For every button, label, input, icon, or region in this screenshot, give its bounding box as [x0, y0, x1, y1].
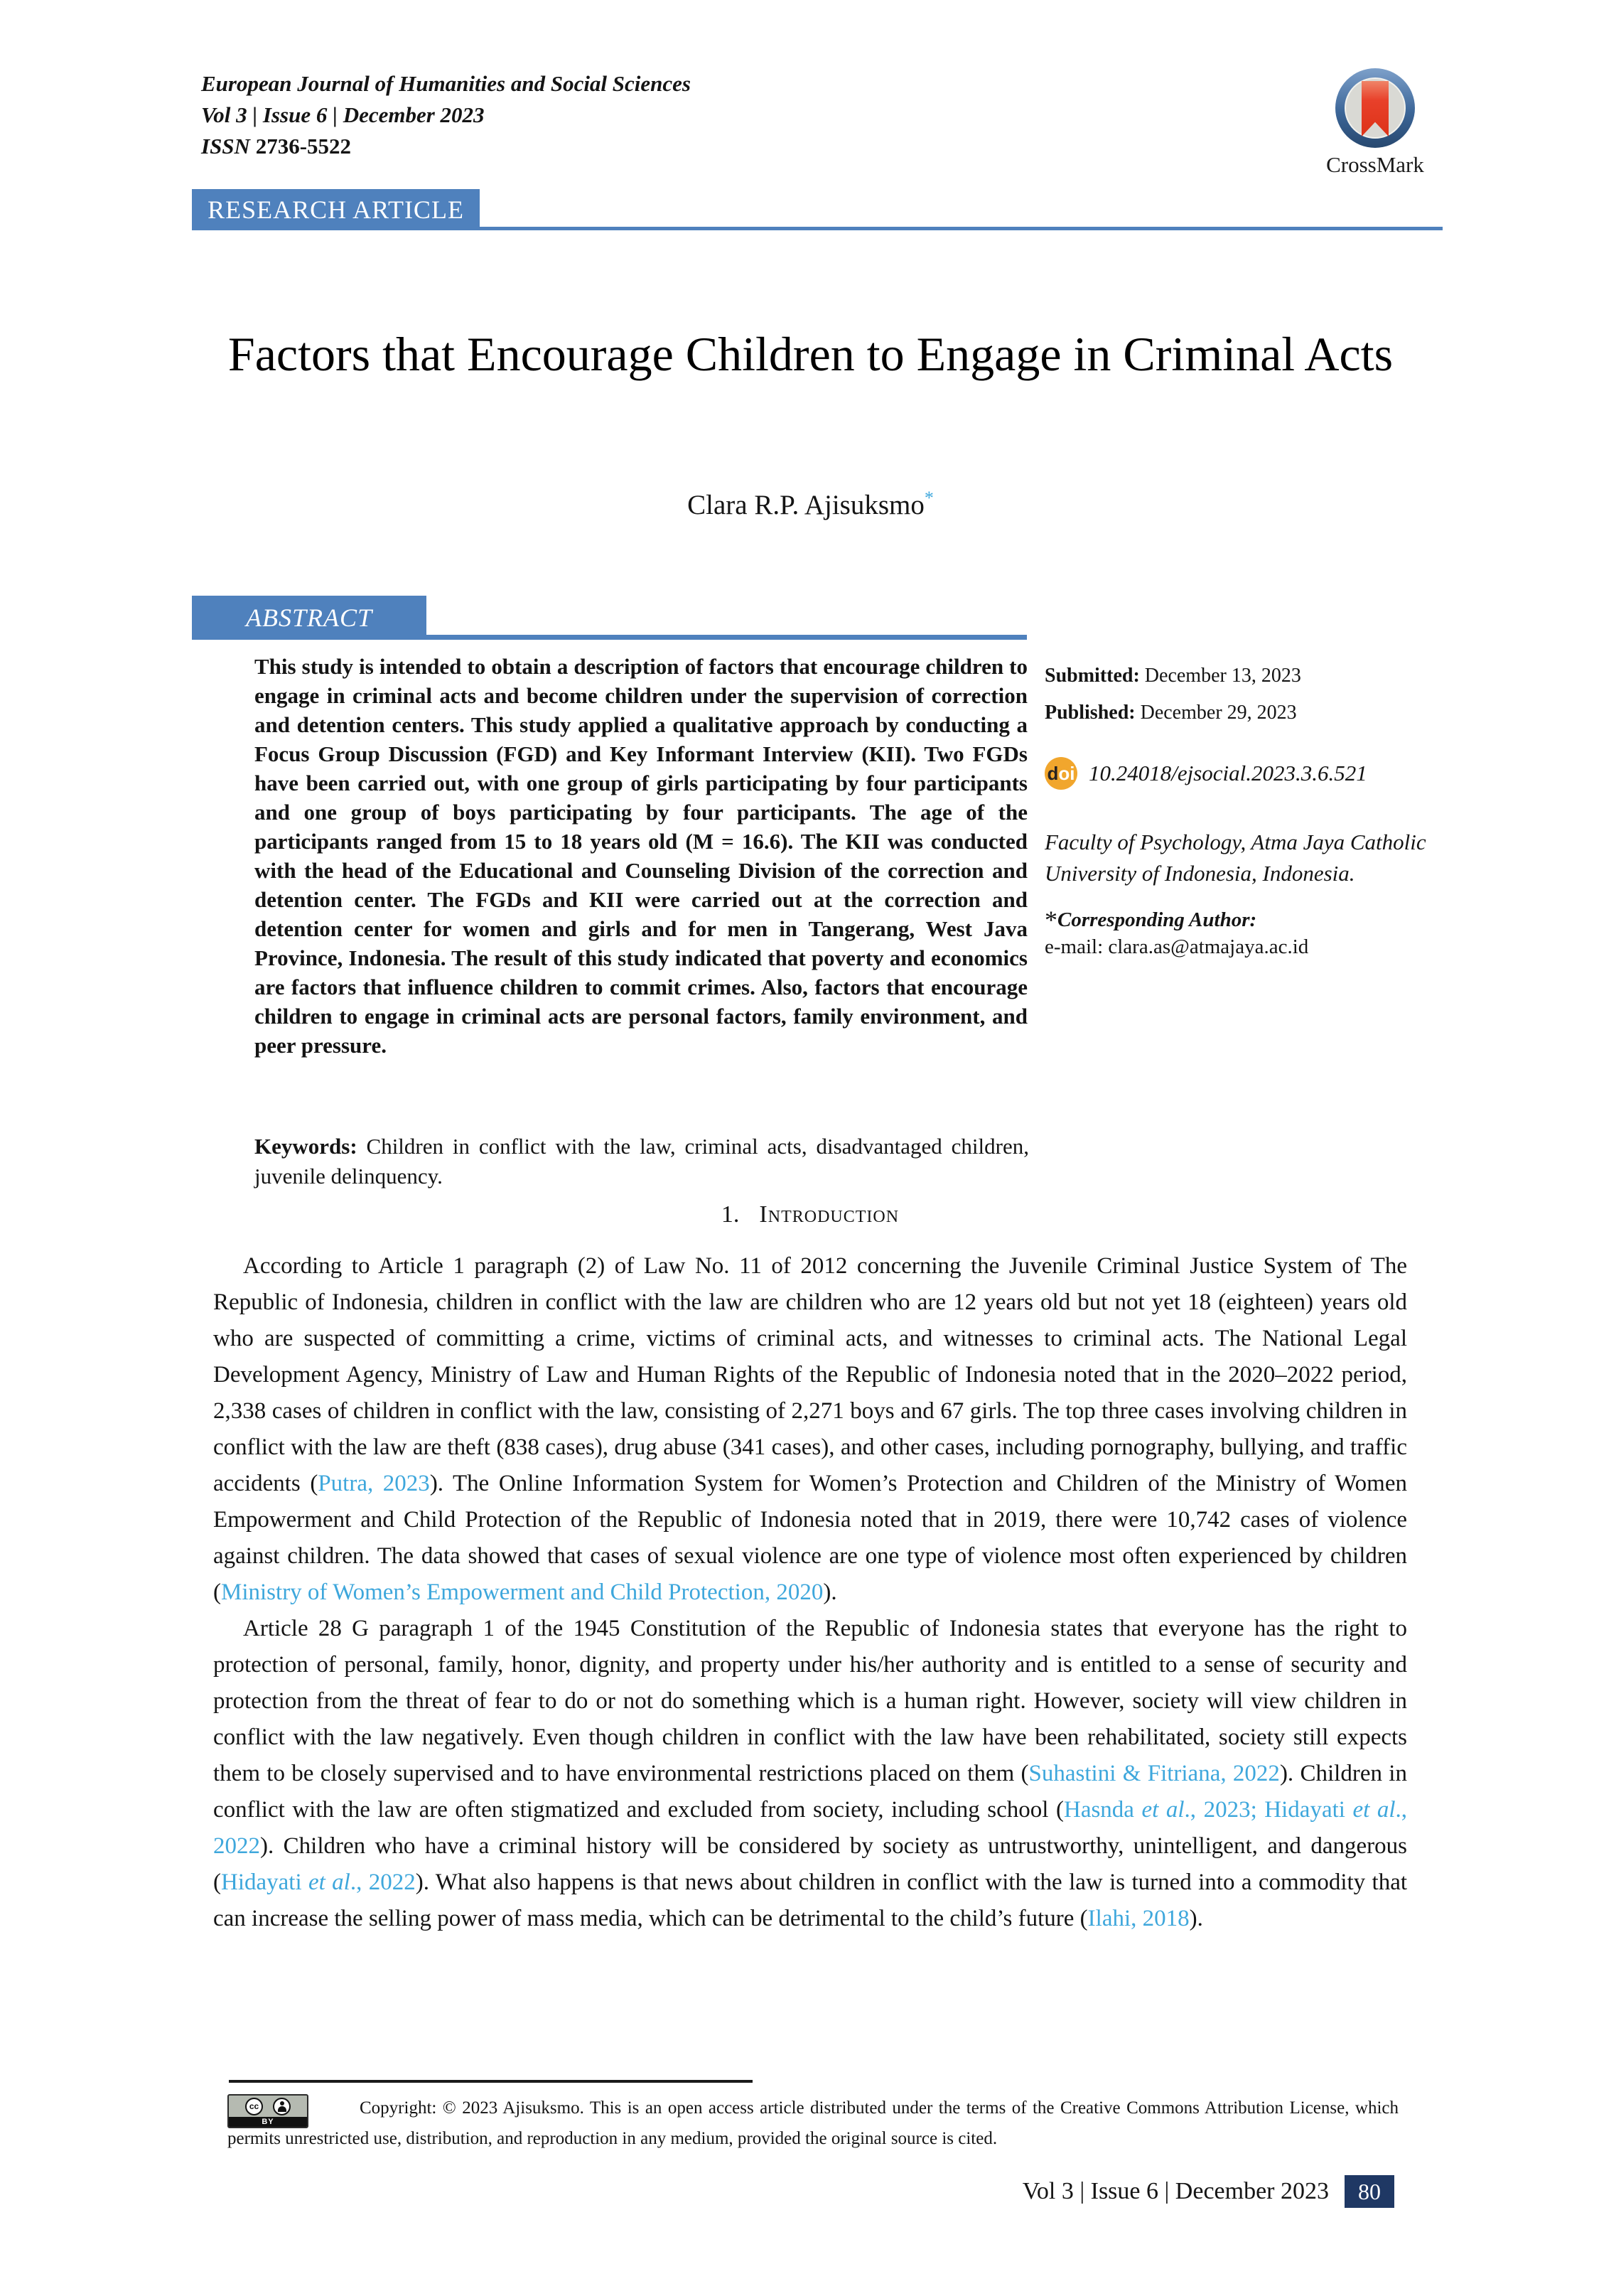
citation-link[interactable]: ., 2023;: [1184, 1797, 1257, 1823]
citation-link[interactable]: Putra, 2023: [318, 1471, 430, 1496]
abstract-text: This study is intended to obtain a description of factors that encourage children to engage in criminal acts and become children under the supervision of correction and detention centers. This study applied a qualitative approach by conducting a Focus Group Discussion (FGD) and Key Informant Interview (KII). Two FGDs have been carried out, with one group of girls participating by four participants and one group of boys participating by four participants. The age of the participants ranged from 15 to 18 years old (M = 16.6). The KII was conducted with the head of the Educational and Counseling Division of the correction and detention center. The FGDs and KII were carried out at the correction and detention center for women and girls and for men in Tangerang, West Java Province, Indonesia. The result of this study indicated that poverty and economics are factors that influence children to commit crimes. Also, factors that encourage children to engage in criminal acts are personal factors, family environment, and peer pressure.: [254, 654, 1028, 1058]
footnote-rule: [229, 2080, 753, 2083]
doi-value[interactable]: 10.24018/ejsocial.2023.3.6.521: [1089, 761, 1367, 785]
text-segment: According to Article 1 paragraph (2) of Law No. 11 of 2012 concerning the Juvenile Criminal Justice System of The Republic of Indonesia, children in conflict with the law are children who are 12 years old but not yet 18 (eighteen) years old who are suspected of committing a crime, victims of criminal acts, and witnesses to criminal acts. The National Legal Development Agency, Ministry of Law and Human Rights of the Republic of Indonesia noted that in the 2020–2022 period, 2,338 cases of children in conflict with the law, consisting of 2,271 boys and 67 girls. The top three cases involving children in conflict with the law are theft (838 cases), drug abuse (341 cases), and other cases, including pornography, bullying, and traffic accidents (: [213, 1253, 1407, 1496]
journal-issn: [201, 131, 691, 162]
author-asterisk: *: [924, 488, 934, 508]
email-line: e-mail: clara.as@atmajaya.ac.id: [1045, 935, 1309, 958]
text-segment: ISSN: [201, 134, 256, 159]
banner-rule: [192, 227, 1443, 230]
journal-name: European Journal of Humanities and Social Sciences: [201, 71, 691, 96]
citation-link[interactable]: et al: [1141, 1797, 1185, 1823]
keywords-line: [254, 1132, 1029, 1191]
page-title: Factors that Encourage Children to Engage in Criminal Acts: [227, 327, 1394, 381]
doi-icon: d oi: [1045, 757, 1077, 790]
published-value: December 29, 2023: [1135, 702, 1297, 724]
citation-link[interactable]: Hidayati: [1264, 1797, 1353, 1823]
citation-link[interactable]: et al: [1352, 1797, 1396, 1823]
corresponding-label: Corresponding Author:: [1057, 908, 1257, 931]
crossmark-widget[interactable]: [1298, 68, 1452, 178]
submitted-row: [1045, 665, 1301, 687]
citation-link[interactable]: Ilahi, 2018: [1087, 1906, 1190, 1931]
published-row: [1045, 702, 1297, 724]
doi-row: [1045, 757, 1367, 790]
footer-volume-line: Vol 3 | Issue 6 | December 2023: [1022, 2178, 1329, 2204]
citation-link[interactable]: Ministry of Women’s Empowerment and Child Protection, 2020: [221, 1579, 824, 1605]
citation-link[interactable]: Suhastini & Fitriana, 2022: [1028, 1761, 1280, 1786]
abstract-heading: ABSTRACT: [192, 596, 426, 640]
text-segment: 2736-5522: [255, 134, 352, 159]
cc-by-label: BY: [229, 2117, 307, 2127]
text-segment: Children in conflict with the law, criminal acts, disadvantaged children, juvenile delinquency.: [254, 1134, 1029, 1189]
journal-info: [201, 68, 691, 162]
citation-link[interactable]: Hidayati: [221, 1869, 308, 1895]
text-segment: ). The Online Information System for Women’s Protection and Children of the Ministry of Women Empowerment and Child Protection of the Republic of Indonesia noted that in 2019, there were 10,742 cases of violence against children. The data showed that cases of sexual violence are one type of violence most often experienced by children (: [213, 1471, 1407, 1605]
text-segment: ). Children who have a criminal history will be considered by society as untrustworthy, unintelligent, and dangerous (: [213, 1833, 1407, 1895]
submitted-label: Submitted:: [1045, 665, 1140, 687]
crossmark-label: CrossMark: [1326, 152, 1424, 177]
article-type-banner: RESEARCH ARTICLE: [192, 189, 480, 230]
body-paragraph: [213, 1248, 1407, 1611]
text-segment: Article 28 G paragraph 1 of the 1945 Constitution of the Republic of Indonesia states that everyone has the right to protection of personal, family, honor, dignity, and property under his/her authority and is entitled to a sense of security and protection from the threat of fear to do or not do something which is a human right. However, society will view children in conflict with the law negatively. Even though children in conflict with the law have been rehabilitated, society still expects them to be closely supervised and to have environmental restrictions placed on them (: [213, 1616, 1407, 1786]
corresponding-author-row: [1045, 905, 1256, 935]
text-segment: ). Children in conflict with the law are often stigmatized and excluded from society, including school (: [213, 1761, 1407, 1823]
text-segment: ). What also happens is that news about children in conflict with the law is turned into a commodity that can increase the selling power of mass media, which can be detrimental to the child’s future (: [213, 1869, 1408, 1931]
journal-volume-issue: Vol 3 | Issue 6 | December 2023: [201, 102, 485, 127]
submitted-value: December 13, 2023: [1139, 665, 1301, 687]
citation-link[interactable]: et al: [308, 1869, 350, 1895]
article-body: [213, 1248, 1407, 1937]
corresponding-asterisk: *: [1045, 906, 1057, 934]
cc-icon: cc: [245, 2098, 263, 2115]
text-segment: ).: [823, 1579, 837, 1605]
section-title: Introduction: [759, 1201, 900, 1228]
text-segment: ).: [1189, 1906, 1203, 1931]
author-line: [0, 488, 1621, 521]
citation-link[interactable]: ., 2022: [350, 1869, 416, 1895]
text-segment: Keywords:: [254, 1134, 367, 1159]
text-segment: [1257, 1797, 1265, 1823]
citation-link[interactable]: Hasnda: [1063, 1797, 1142, 1823]
published-label: Published:: [1045, 702, 1136, 724]
section-heading-introduction: [213, 1201, 1407, 1228]
author-name: Clara R.P. Ajisuksmo: [687, 490, 925, 520]
body-paragraph: [213, 1611, 1407, 1937]
affiliation: Faculty of Psychology, Atma Jaya Catholic University of Indonesia, Indonesia.: [1045, 830, 1426, 886]
section-number: 1.: [721, 1201, 740, 1228]
page-footer: [945, 2174, 1394, 2209]
crossmark-logo-icon: [1335, 68, 1415, 148]
abstract-rule: [426, 635, 1027, 640]
citation-link[interactable]: ., 2022: [213, 1797, 1408, 1859]
page-number-badge: 80: [1345, 2175, 1394, 2208]
copyright-text: Copyright: © 2023 Ajisuksmo. This is an open access article distributed under the terms of the Creative Commons Attribution License, which permits unrestricted use, distribution, and reproduction in any medium, provided the original source is cited.: [227, 2098, 1399, 2148]
